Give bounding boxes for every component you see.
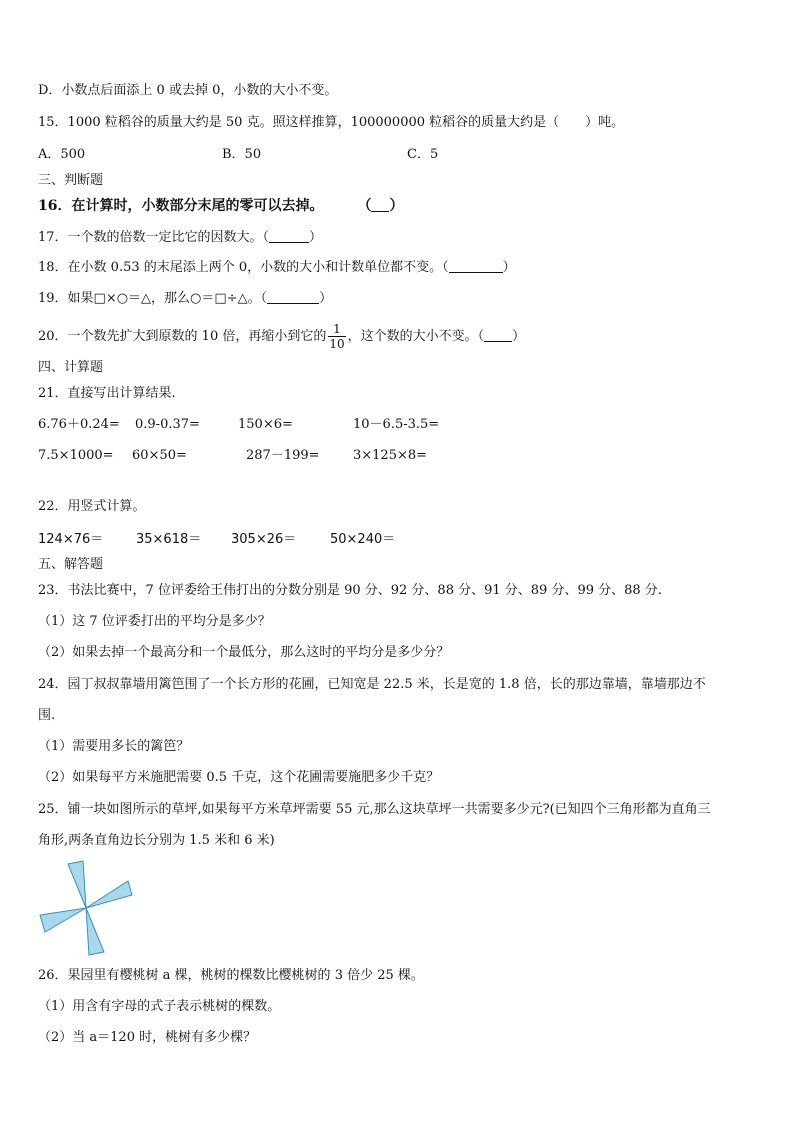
q24-sub-1: （1）需要用多长的篱笆？	[38, 739, 190, 754]
q23-question: 23．书法比赛中，7 位评委给王伟打出的分数分别是 90 分、92 分、88 分、91 分、89 分、99 分、88 分.	[38, 583, 662, 598]
q26-sub-1: （1）用含有字母的式子表示桃树的棵数。	[38, 999, 281, 1014]
q16-question: 16．在计算时，小数部分末尾的零可以去掉。 （ ）	[38, 198, 404, 214]
q19-text: 19．如果□×○＝△，那么○＝□÷△。（	[38, 291, 268, 306]
q18-text: 18．在小数 0.53 的末尾添上两个 0，小数的大小和计数单位都不变。（	[38, 260, 449, 275]
q23-sub-2: （2）如果去掉一个最高分和一个最低分，那么这时的平均分是多少分？	[38, 645, 450, 660]
q20-question: 20．一个数先扩大到原数的 10 倍，再缩小到它的 $\frac{1}{10}$ ，这个数的大小不变。（ ）	[38, 322, 526, 351]
q26-question: 26．果园里有樱桃树 a 棵，桃树的棵数比樱桃树的 3 倍少 25 棵。	[38, 968, 424, 983]
q20-fraction	[328, 322, 345, 351]
q21-item: 6.76＋0.24=	[38, 417, 120, 432]
q22-item: 50×240＝	[330, 532, 396, 547]
q24-sub-2: （2）如果每平方米施肥需要 0.5 千克，这个花圃需要施肥多少千克？	[38, 770, 440, 785]
triangle-bottom	[86, 908, 104, 955]
triangle-left	[40, 908, 86, 932]
q20-text-after: ，这个数的大小不变。（	[347, 329, 485, 344]
q24-question-line-2: 围.	[38, 708, 56, 723]
q26-sub-2: （2）当 a＝120 时，桃树有多少棵？	[38, 1030, 257, 1045]
section-title-judgement: 三、判断题	[38, 173, 104, 188]
q24-question-line-1: 24．园丁叔叔靠墙用篱笆围了一个长方形的花圃，已知宽是 22.5 米，长是宽的 1.8 倍，长的那边靠墙，靠墙那边不	[38, 677, 706, 692]
section-title-calculation: 四、计算题	[38, 360, 104, 375]
q25-question-line-1: 25．铺一块如图所示的草坪,如果每平方米草坪需要 55 元,那么这块草坪一共需要多少元?(已知四个三角形都为直角三	[38, 802, 711, 817]
q21-item: 0.9-0.37=	[135, 417, 200, 432]
q15-text-before: 15．1000 粒稻谷的质量大约是 50 克。照这样推算，100000000 粒稻谷的质量大约是（	[38, 115, 560, 130]
q17-question: 17．一个数的倍数一定比它的因数大。（ ）	[38, 230, 323, 245]
q15-option-a[interactable]: A．500	[38, 147, 86, 162]
q18-question: 18．在小数 0.53 的末尾添上两个 0，小数的大小和计数单位都不变。（ ）	[38, 260, 516, 275]
q22-item: 35×618＝	[136, 532, 202, 547]
q19-answer-blank[interactable]	[267, 291, 319, 304]
q22-item: 305×26＝	[231, 532, 297, 547]
q20-answer-blank[interactable]	[484, 329, 512, 342]
q21-item: 60×50=	[132, 448, 187, 463]
q17-text: 17．一个数的倍数一定比它的因数大。（	[38, 230, 270, 245]
q17-answer-blank[interactable]	[269, 230, 309, 243]
triangle-top	[68, 861, 86, 908]
q22-item: 124×76＝	[38, 532, 104, 547]
q15-question	[38, 114, 624, 132]
q15-option-b[interactable]: B．50	[222, 147, 262, 162]
q21-item: 287－199=	[246, 448, 320, 463]
q20-text-before: 20．一个数先扩大到原数的 10 倍，再缩小到它的	[38, 329, 327, 344]
q18-answer-blank[interactable]	[449, 260, 503, 273]
q21-item: 7.5×1000=	[38, 448, 114, 463]
q16-answer-blank[interactable]	[371, 199, 389, 212]
triangle-right	[86, 881, 132, 908]
q21-item: 3×125×8=	[353, 448, 428, 463]
q21-item: 10－6.5-3.5=	[353, 417, 440, 432]
section-title-word-problems: 五、解答题	[38, 557, 104, 572]
q20-fraction-numerator: 1	[328, 322, 345, 337]
q16-text: 16．在计算时，小数部分末尾的零可以去掉。	[38, 198, 324, 214]
q25-question-line-2: 角形,两条直角边长分别为 1.5 米和 6 米)	[38, 833, 275, 848]
q22-title: 22．用竖式计算。	[38, 499, 146, 514]
q19-question: 19．如果□×○＝△，那么○＝□÷△。（ ）	[38, 291, 333, 306]
q14-option-d: D．小数点后面添上 0 或去掉 0，小数的大小不变。	[38, 83, 338, 98]
pinwheel-lawn-figure	[36, 858, 136, 958]
q21-title: 21．直接写出计算结果.	[38, 386, 176, 401]
q21-item: 150×6=	[238, 417, 293, 432]
q15-option-c[interactable]: C．5	[407, 147, 439, 162]
q23-sub-1: （1）这 7 位评委打出的平均分是多少？	[38, 614, 271, 629]
q20-fraction-denominator: 10	[329, 337, 345, 351]
q15-text-after: ）吨。	[585, 115, 625, 130]
